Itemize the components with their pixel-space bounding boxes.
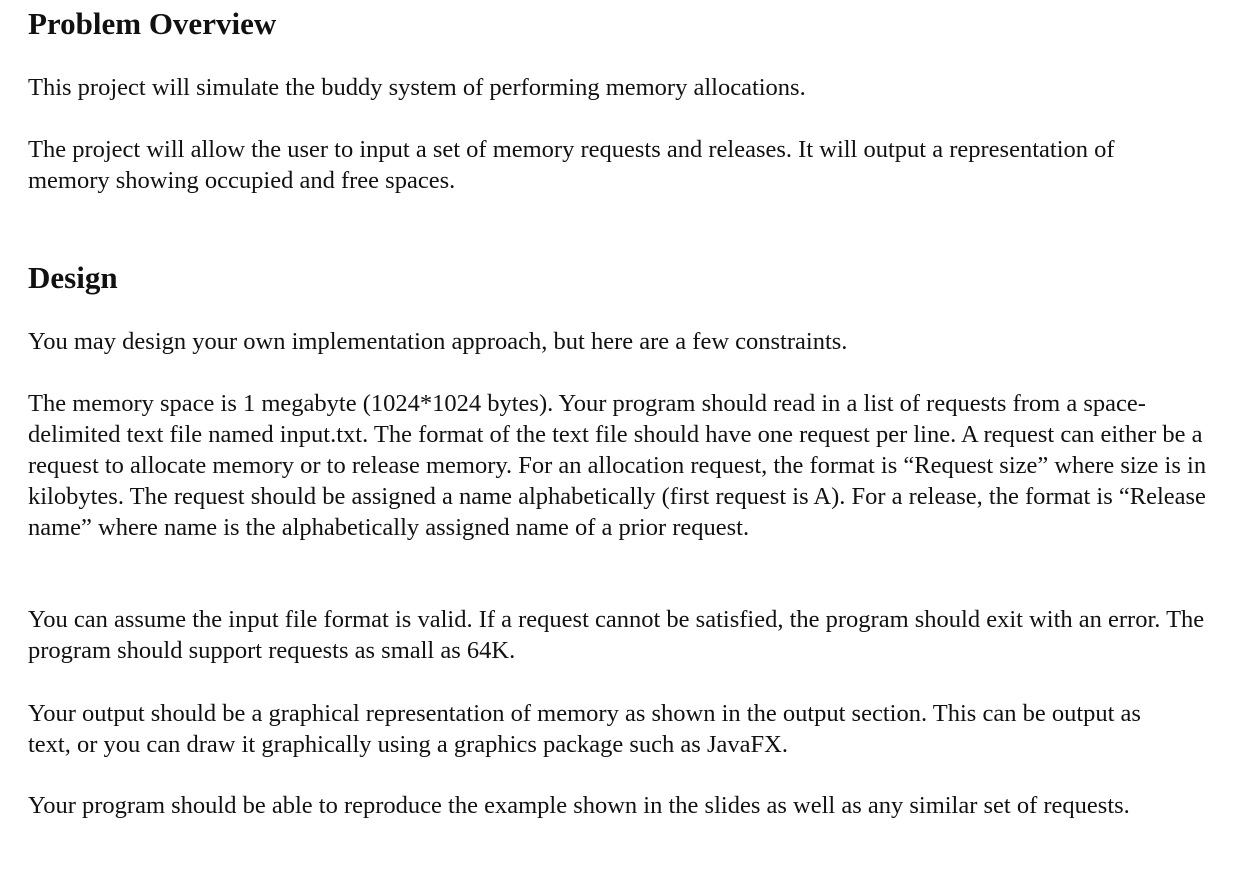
design-heading: Design — [28, 260, 118, 295]
overview-paragraph-1: This project will simulate the buddy system of performing memory allocations. — [28, 74, 806, 101]
design-paragraph-2: The memory space is 1 megabyte (1024*1024 bytes). Your program should read in a list of requests from a space-delimited text file named input.txt. The format of the text file should have one request per line. A request can either be a request to allocate memory or to release memory. For an allocation request, the format is “Request size” where size is in kilobytes. The request should be assigned a name alphabetically (first request is A). For a release, the format is “Release name” where name is the alphabetically assigned name of a prior request. — [28, 390, 1207, 541]
problem-overview-heading: Problem Overview — [28, 6, 277, 41]
design-paragraph-1: You may design your own implementation approach, but here are a few constraints. — [28, 328, 848, 355]
design-paragraph-5: Your program should be able to reproduce the example shown in the slides as well as any similar set of requests. — [28, 792, 1130, 819]
design-paragraph-3: You can assume the input file format is valid. If a request cannot be satisfied, the program should exit with an error. The program should support requests as small as 64K. — [28, 606, 1205, 664]
design-paragraph-4: Your output should be a graphical representation of memory as shown in the output section. This can be output as text, or you can draw it graphically using a graphics package such as JavaFX. — [28, 700, 1141, 758]
overview-paragraph-2: The project will allow the user to input a set of memory requests and releases. It will output a representation of memory showing occupied and free spaces. — [28, 136, 1115, 194]
